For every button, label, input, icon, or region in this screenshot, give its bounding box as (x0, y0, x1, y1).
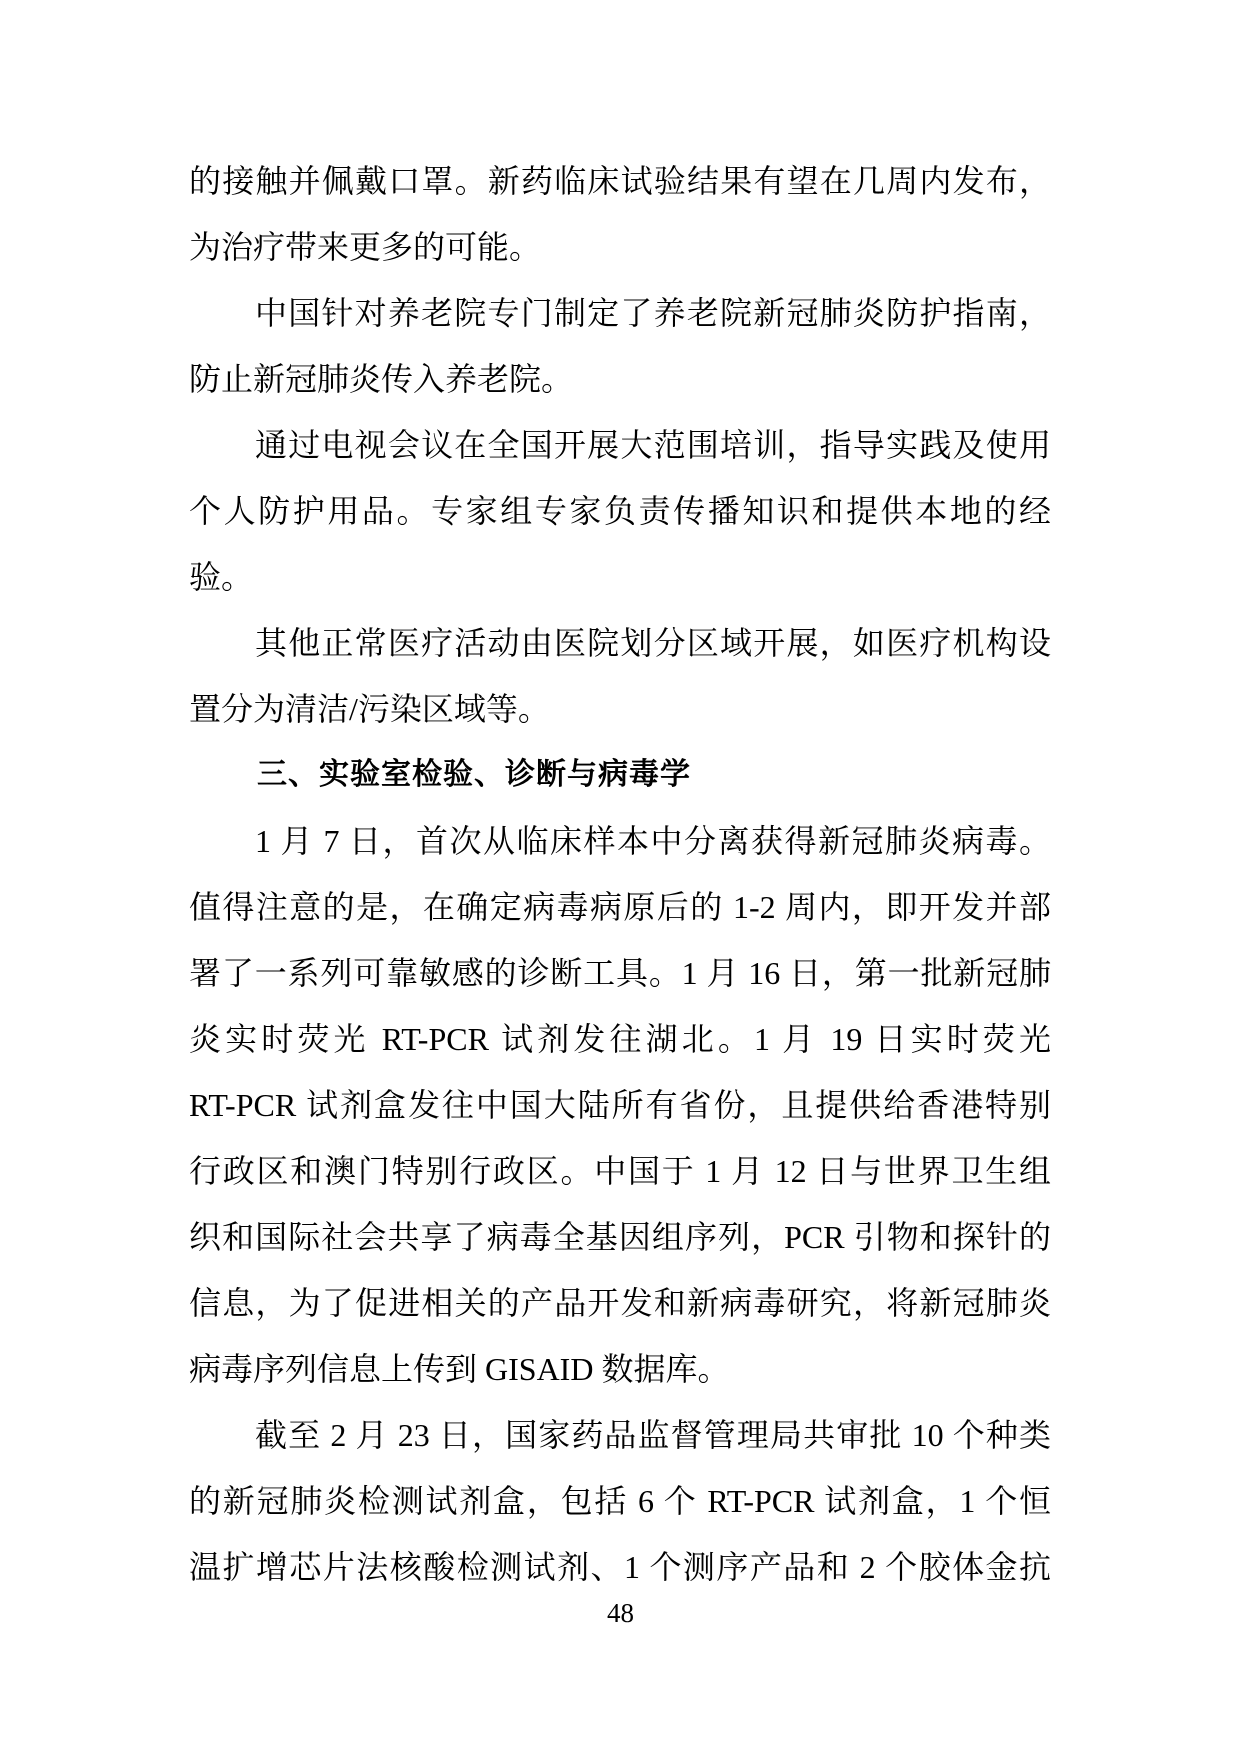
paragraph (189, 148, 1051, 280)
text-line: 的接触并佩戴口罩。新药临床试验结果有望在几周内发布， (189, 163, 1051, 199)
paragraph (189, 1402, 1051, 1600)
text-line: 置分为清洁/污染区域等。 (189, 691, 550, 727)
text-line: 防止新冠肺炎传入养老院。 (189, 361, 574, 397)
page-number-label: 48 (607, 1598, 634, 1628)
text-line: RT-PCR 试剂盒发往中国大陆所有省份，且提供给香港特别 (189, 1087, 1051, 1123)
text-line: 其他正常医疗活动由医院划分区域开展，如医疗机构设 (255, 625, 1051, 661)
text-line: 截至 2 月 23 日，国家药品监督管理局共审批 10 个种类 (255, 1417, 1051, 1453)
text-line: 中国针对养老院专门制定了养老院新冠肺炎防护指南， (255, 295, 1051, 331)
text-line: 验。 (189, 559, 254, 595)
text-line: 温扩增芯片法核酸检测试剂、1 个测序产品和 2 个胶体金抗 (189, 1549, 1051, 1585)
paragraph (189, 412, 1051, 610)
text-line: 1 月 7 日，首次从临床样本中分离获得新冠肺炎病毒。 (255, 823, 1051, 859)
text-line: 通过电视会议在全国开展大范围培训，指导实践及使用 (255, 427, 1051, 463)
text-line: 织和国际社会共享了病毒全基因组序列，PCR 引物和探针的 (189, 1219, 1051, 1255)
text-line: 的新冠肺炎检测试剂盒，包括 6 个 RT-PCR 试剂盒，1 个恒 (189, 1483, 1051, 1519)
section-heading: 三、实验室检验、诊断与病毒学 (257, 758, 691, 791)
paragraph (189, 808, 1051, 1402)
text-line: 署了一系列可靠敏感的诊断工具。1 月 16 日，第一批新冠肺 (189, 955, 1051, 991)
paragraph (189, 280, 1051, 412)
text-line: 个人防护用品。专家组专家负责传播知识和提供本地的经 (189, 493, 1051, 529)
text-line: 炎实时荧光 RT-PCR 试剂发往湖北。1 月 19 日实时荧光 (189, 1021, 1051, 1057)
text-line: 病毒序列信息上传到 GISAID 数据库。 (189, 1351, 730, 1387)
paragraph (189, 610, 1051, 742)
page-body-text (189, 148, 1051, 1600)
text-line: 为治疗带来更多的可能。 (189, 229, 542, 265)
text-line: 行政区和澳门特别行政区。中国于 1 月 12 日与世界卫生组 (189, 1153, 1051, 1189)
text-line: 信息，为了促进相关的产品开发和新病毒研究，将新冠肺炎 (189, 1285, 1051, 1321)
text-line: 值得注意的是，在确定病毒病原后的 1-2 周内，即开发并部 (189, 889, 1051, 925)
